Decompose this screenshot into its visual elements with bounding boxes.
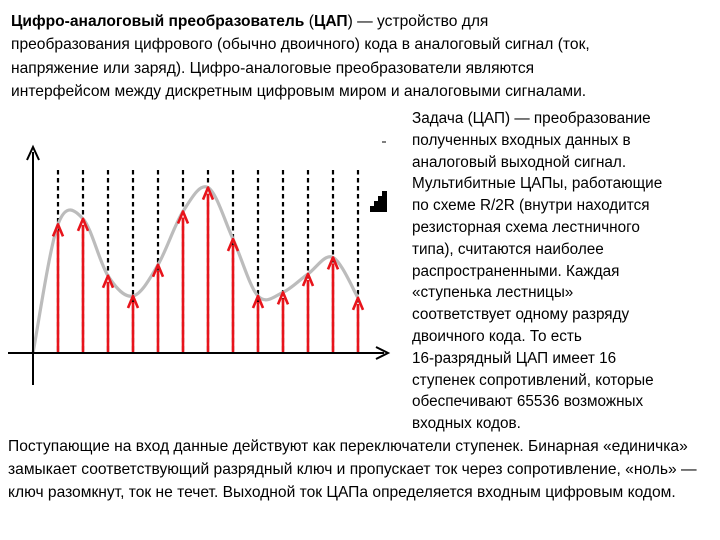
task-line: Мультибитные ЦАПы, работающие — [412, 175, 663, 193]
analog-signal-curve — [33, 187, 358, 353]
footer-paragraph: Поступающие на вход данные действуют как переключатели ступенек. Бинарная «единичка» замыкает соответствующий разрядный ключ и пропускает ток через сопротивление, «ноль» — ключ разомкнут, ток не течет. Выходной ток ЦАПа определяется входным цифровым кодом. — [8, 438, 697, 502]
y-axis-arrowhead — [27, 147, 39, 160]
term-dac: Цифро-аналоговый преобразователь — [11, 13, 305, 30]
task-line: входных кодов. — [412, 415, 521, 433]
sample-arrowhead — [153, 265, 163, 277]
task-line: по схеме R/2R (внутри находится — [412, 197, 650, 215]
x-axis-arrowhead — [376, 347, 388, 359]
task-line: двоичного кода. То есть — [412, 327, 582, 345]
sample-arrowhead — [203, 188, 213, 200]
abbr-dac: ЦАП — [313, 13, 348, 30]
sample-arrowhead — [278, 292, 288, 304]
task-line: аналоговый выходной сигнал. — [412, 153, 627, 171]
sample-arrowhead — [78, 219, 88, 231]
intro-rest: ) — устройство для преобразования цифрового (обычно двоичного) кода в аналоговый сигнал (ток, напряжение или заряд). Цифро-аналоговые преобразователи являются интерфейсом между дискретным цифровым миром и аналоговыми сигналами. — [11, 13, 590, 101]
sample-arrowhead — [103, 276, 113, 288]
sample-arrowhead — [178, 211, 188, 223]
abbr-open: ( — [304, 13, 314, 30]
task-paragraph — [412, 108, 712, 435]
task-line: распространенными. Каждая — [412, 262, 620, 280]
task-line: «ступенька лестницы» — [412, 284, 574, 302]
sample-arrowhead — [253, 296, 263, 308]
task-line: полученных входных данных в — [412, 131, 631, 149]
sample-arrowhead — [128, 296, 138, 308]
task-line: обеспечивают 65536 возможных — [412, 393, 644, 411]
sample-arrowhead — [353, 298, 363, 310]
sample-arrowhead — [328, 257, 338, 269]
sample-arrowhead — [228, 239, 238, 251]
staircase-icon — [370, 191, 387, 212]
task-line: соответствует одному разряду — [412, 306, 630, 324]
task-line: типа), считаются наиболее — [412, 240, 604, 258]
task-line: Задача (ЦАП) — преобразование — [412, 110, 651, 127]
intro-paragraph — [11, 10, 611, 104]
task-line: резисторная схема лестничного — [412, 218, 640, 236]
sample-arrowhead — [53, 224, 63, 236]
sample-arrowhead — [303, 274, 313, 286]
task-line: ступенек сопротивлений, которые — [412, 371, 654, 389]
task-line: 16-разрядный ЦАП имеет 16 — [412, 349, 617, 367]
